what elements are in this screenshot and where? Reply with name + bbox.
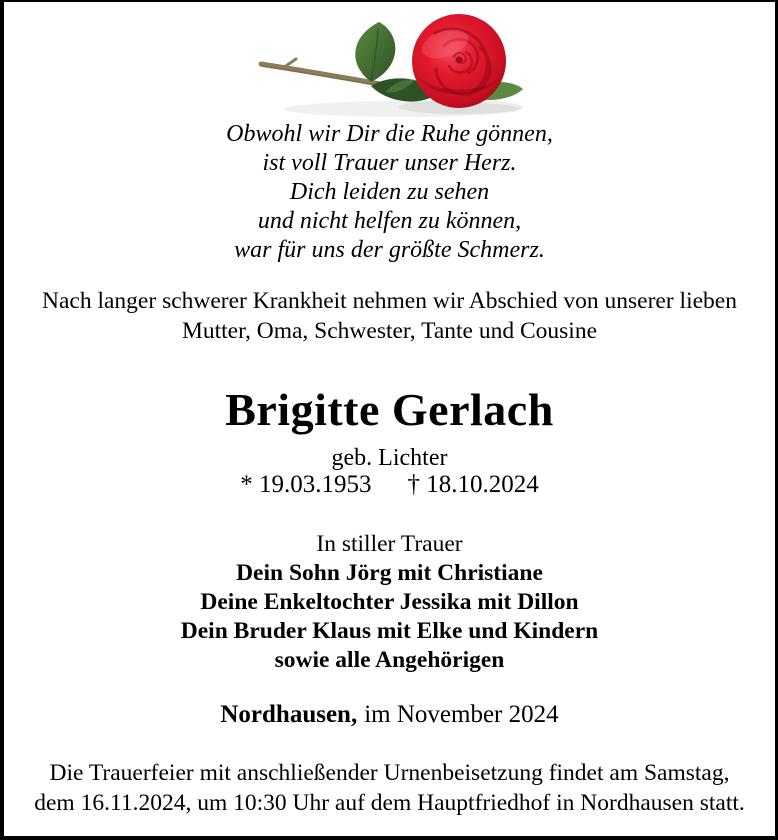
funeral-line: Die Trauerfeier mit anschließender Urnenbeisetzung findet am Samstag,	[49, 760, 730, 786]
place-dateline	[4, 700, 775, 730]
date-text: im November 2024	[364, 701, 559, 728]
mourner-line: Dein Sohn Jörg mit Christiane	[236, 560, 543, 586]
life-dates	[4, 470, 775, 500]
rose-image	[253, 8, 533, 120]
mourners-list	[4, 530, 775, 675]
mourning-poem	[4, 120, 775, 265]
poem-line: ist voll Trauer unser Herz.	[262, 150, 517, 176]
funeral-details	[4, 758, 775, 818]
place-name: Nordhausen,	[220, 701, 358, 728]
red-rose-icon	[253, 8, 533, 120]
mourner-line: Dein Bruder Klaus mit Elke und Kindern	[180, 618, 599, 644]
mourners-heading: In stiller Trauer	[316, 531, 463, 557]
funeral-line: dem 16.11.2024, um 10:30 Uhr auf dem Hauptfriedhof in Nordhausen statt.	[34, 790, 745, 816]
death-date: † 18.10.2024	[407, 471, 539, 498]
poem-line: Dich leiden zu sehen	[289, 179, 490, 205]
poem-line: und nicht helfen zu können,	[257, 208, 522, 234]
deceased-name: Brigitte Gerlach	[225, 384, 554, 435]
mourner-line: Deine Enkeltochter Jessika mit Dillon	[200, 589, 579, 615]
poem-line: Obwohl wir Dir die Ruhe gönnen,	[226, 121, 553, 147]
intro-line: Mutter, Oma, Schwester, Tante und Cousine	[181, 318, 598, 344]
mourner-line: sowie alle Angehörigen	[274, 647, 505, 673]
birth-date: * 19.03.1953	[240, 471, 372, 498]
rose-center	[456, 57, 463, 64]
intro-line: Nach langer schwerer Krankheit nehmen wir Abschied von unserer lieben	[42, 288, 737, 314]
poem-line: war für uns der größte Schmerz.	[234, 237, 545, 263]
farewell-intro	[4, 286, 775, 346]
maiden-name: geb. Lichter	[331, 445, 448, 471]
